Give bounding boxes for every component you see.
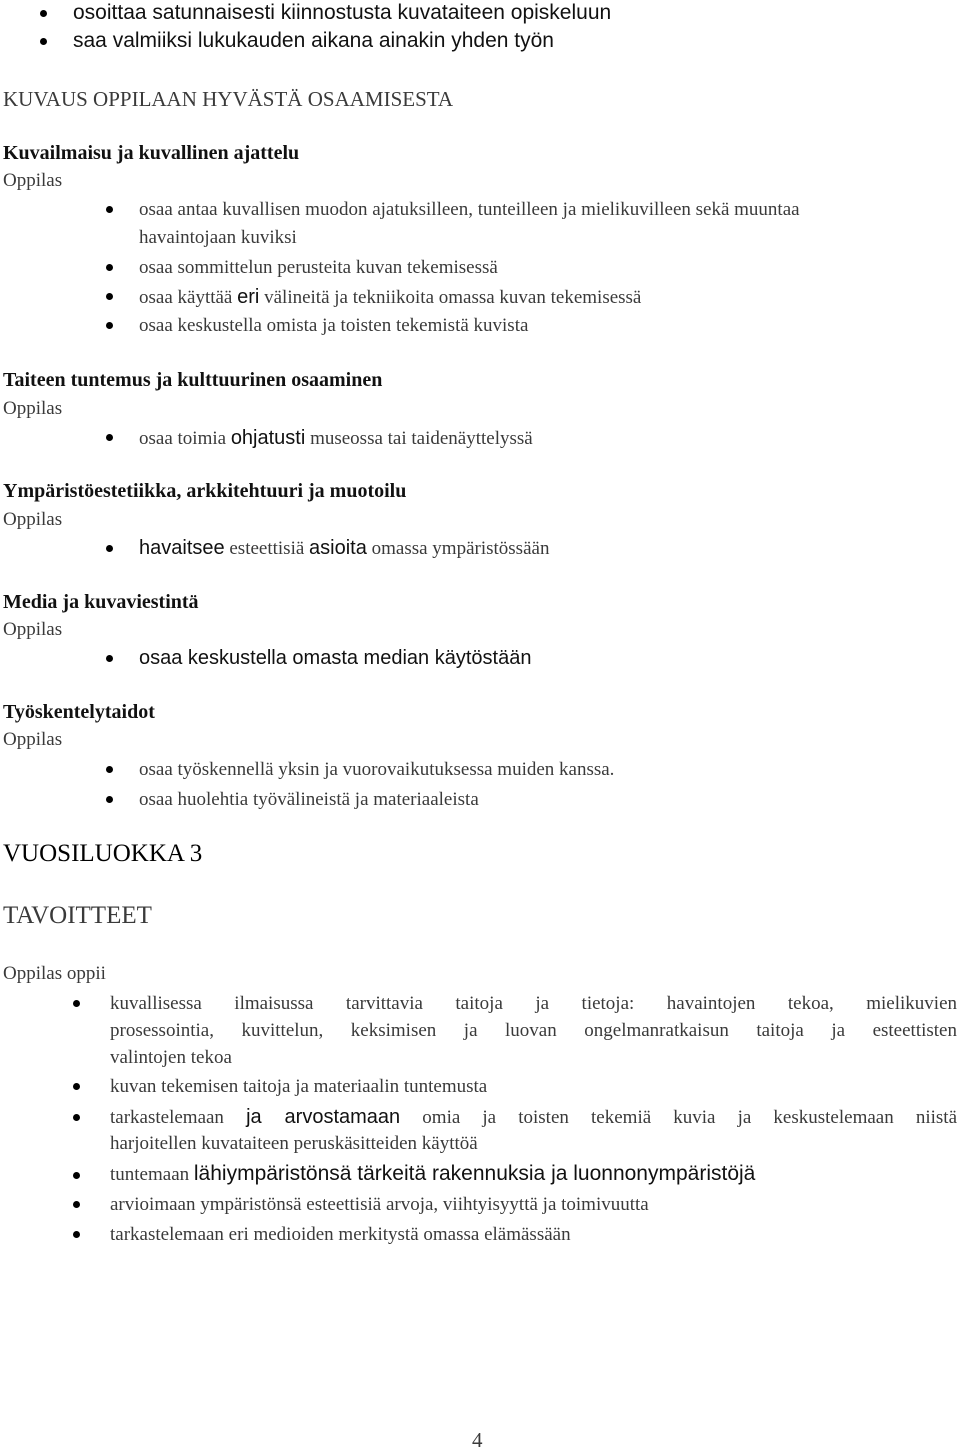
bullet-icon: [73, 1114, 80, 1121]
sec1-bullet-4: osaa keskustella omista ja toisten tekemistä kuvista: [139, 315, 529, 336]
grade-heading: VUOSILUOKKA 3: [3, 840, 203, 867]
goal-4-b: lähiympäristönsä tärkeitä rakennuksia ja luonnonympäristöjä: [193, 1162, 756, 1185]
sec1-bullet-3-a: osaa käyttää: [139, 287, 233, 308]
sec3-bullet-1-b: esteettisiä: [229, 538, 305, 559]
bullet-icon: [40, 38, 47, 45]
oppilas-label: Oppilas: [3, 170, 63, 191]
sec4-bullet-1: osaa keskustella omasta median käytöstään: [139, 647, 532, 669]
sec5-bullet-1: osaa työskennellä yksin ja vuorovaikutuksessa muiden kanssa.: [139, 759, 615, 780]
oppilas-oppii-label: Oppilas oppii: [3, 963, 106, 984]
kuvaus-heading: KUVAUS OPPILAAN HYVÄSTÄ OSAAMISESTA: [3, 87, 454, 111]
sec1-bullet-1-line2: havaintojaan kuviksi: [139, 227, 297, 248]
sec3-bullet-1-a: havaitsee: [139, 537, 225, 559]
bullet-icon: [106, 655, 113, 662]
goal-1-line1: kuvallisessa ilmaisussa tarvittavia taitoja ja tietoja: havaintojen tekoa, mielikuvien: [110, 993, 957, 1014]
goal-1-line3: valintojen tekoa: [110, 1047, 232, 1068]
bullet-icon: [106, 264, 113, 271]
sec1-bullet-3-c: välineitä ja tekniikoita omassa kuvan tekemisessä: [264, 287, 642, 308]
goal-4-a: tuntemaan: [110, 1164, 190, 1185]
goal-1-line2: prosessointia, kuvittelun, keksimisen ja luovan ongelmanratkaisun taitoja ja esteettisten: [110, 1020, 957, 1041]
goal-5: arvioimaan ympäristönsä esteettisiä arvoja, viihtyisyyttä ja toimivuutta: [110, 1194, 649, 1215]
page-number: 4: [472, 1428, 483, 1452]
bullet-icon: [73, 1083, 80, 1090]
sec2-bullet-1-c: museossa tai taidenäyttelyssä: [310, 428, 533, 449]
oppilas-label: Oppilas: [3, 619, 63, 640]
oppilas-label: Oppilas: [3, 398, 63, 419]
sec1-bullet-3: [139, 284, 641, 311]
sec2-bullet-1-b: ohjatusti: [230, 427, 306, 449]
sec5-bullet-2: osaa huolehtia työvälineistä ja materiaaleista: [139, 789, 479, 810]
goal-4: [110, 1161, 755, 1188]
bullet-icon: [106, 766, 113, 773]
section-heading-media: Media ja kuvaviestintä: [3, 591, 199, 613]
bullet-icon: [40, 10, 47, 17]
section-heading-tyoskentelytaidot: Työskentelytaidot: [3, 701, 155, 723]
bullet-icon: [73, 1231, 80, 1238]
bullet-icon: [73, 1201, 80, 1208]
goal-2: kuvan tekemisen taitoja ja materiaalin tuntemusta: [110, 1076, 488, 1097]
sec3-bullet-1-c: asioita: [309, 537, 367, 559]
bullet-icon: [73, 1172, 80, 1179]
top-bullet-2: saa valmiiksi lukukauden aikana ainakin yhden työn: [73, 29, 554, 52]
bullet-icon: [73, 1000, 80, 1007]
section-heading-taiteen-tuntemus: Taiteen tuntemus ja kulttuurinen osaaminen: [3, 369, 383, 391]
goal-3-b: ja arvostamaan: [246, 1106, 401, 1128]
goal-3-c: omia ja toisten tekemiä kuvia ja keskustelemaan niistä: [422, 1107, 957, 1128]
goal-3-line1: [110, 1104, 957, 1131]
goal-3-a: tarkastelemaan: [110, 1107, 224, 1128]
sec1-bullet-1-line1: osaa antaa kuvallisen muodon ajatuksilleen, tunteilleen ja mielikuvilleen sekä muuntaa: [139, 199, 800, 220]
oppilas-label: Oppilas: [3, 509, 63, 530]
goal-3-line2: harjoitellen kuvataiteen peruskäsitteiden käyttöä: [110, 1133, 478, 1154]
sec3-bullet-1-d: omassa ympäristössään: [371, 538, 550, 559]
bullet-icon: [106, 322, 113, 329]
goal-6: tarkastelemaan eri medioiden merkitystä omassa elämässään: [110, 1224, 571, 1245]
oppilas-label: Oppilas: [3, 729, 63, 750]
sec1-bullet-3-b: eri: [237, 286, 260, 308]
section-heading-kuvailmaisu: Kuvailmaisu ja kuvallinen ajattelu: [3, 142, 300, 164]
sec2-bullet-1-a: osaa toimia: [139, 428, 227, 449]
top-bullet-1: osoittaa satunnaisesti kiinnostusta kuvataiteen opiskeluun: [73, 1, 612, 24]
sec2-bullet-1: [139, 425, 533, 452]
sec3-bullet-1: [139, 535, 549, 562]
goals-heading: TAVOITTEET: [3, 902, 152, 929]
bullet-icon: [106, 434, 113, 441]
section-heading-ymparistoestetiikka: Ympäristöestetiikka, arkkitehtuuri ja muotoilu: [3, 480, 407, 502]
bullet-icon: [106, 293, 113, 300]
bullet-icon: [106, 206, 113, 213]
bullet-icon: [106, 796, 113, 803]
bullet-icon: [106, 545, 113, 552]
sec1-bullet-2: osaa sommittelun perusteita kuvan tekemisessä: [139, 257, 498, 278]
